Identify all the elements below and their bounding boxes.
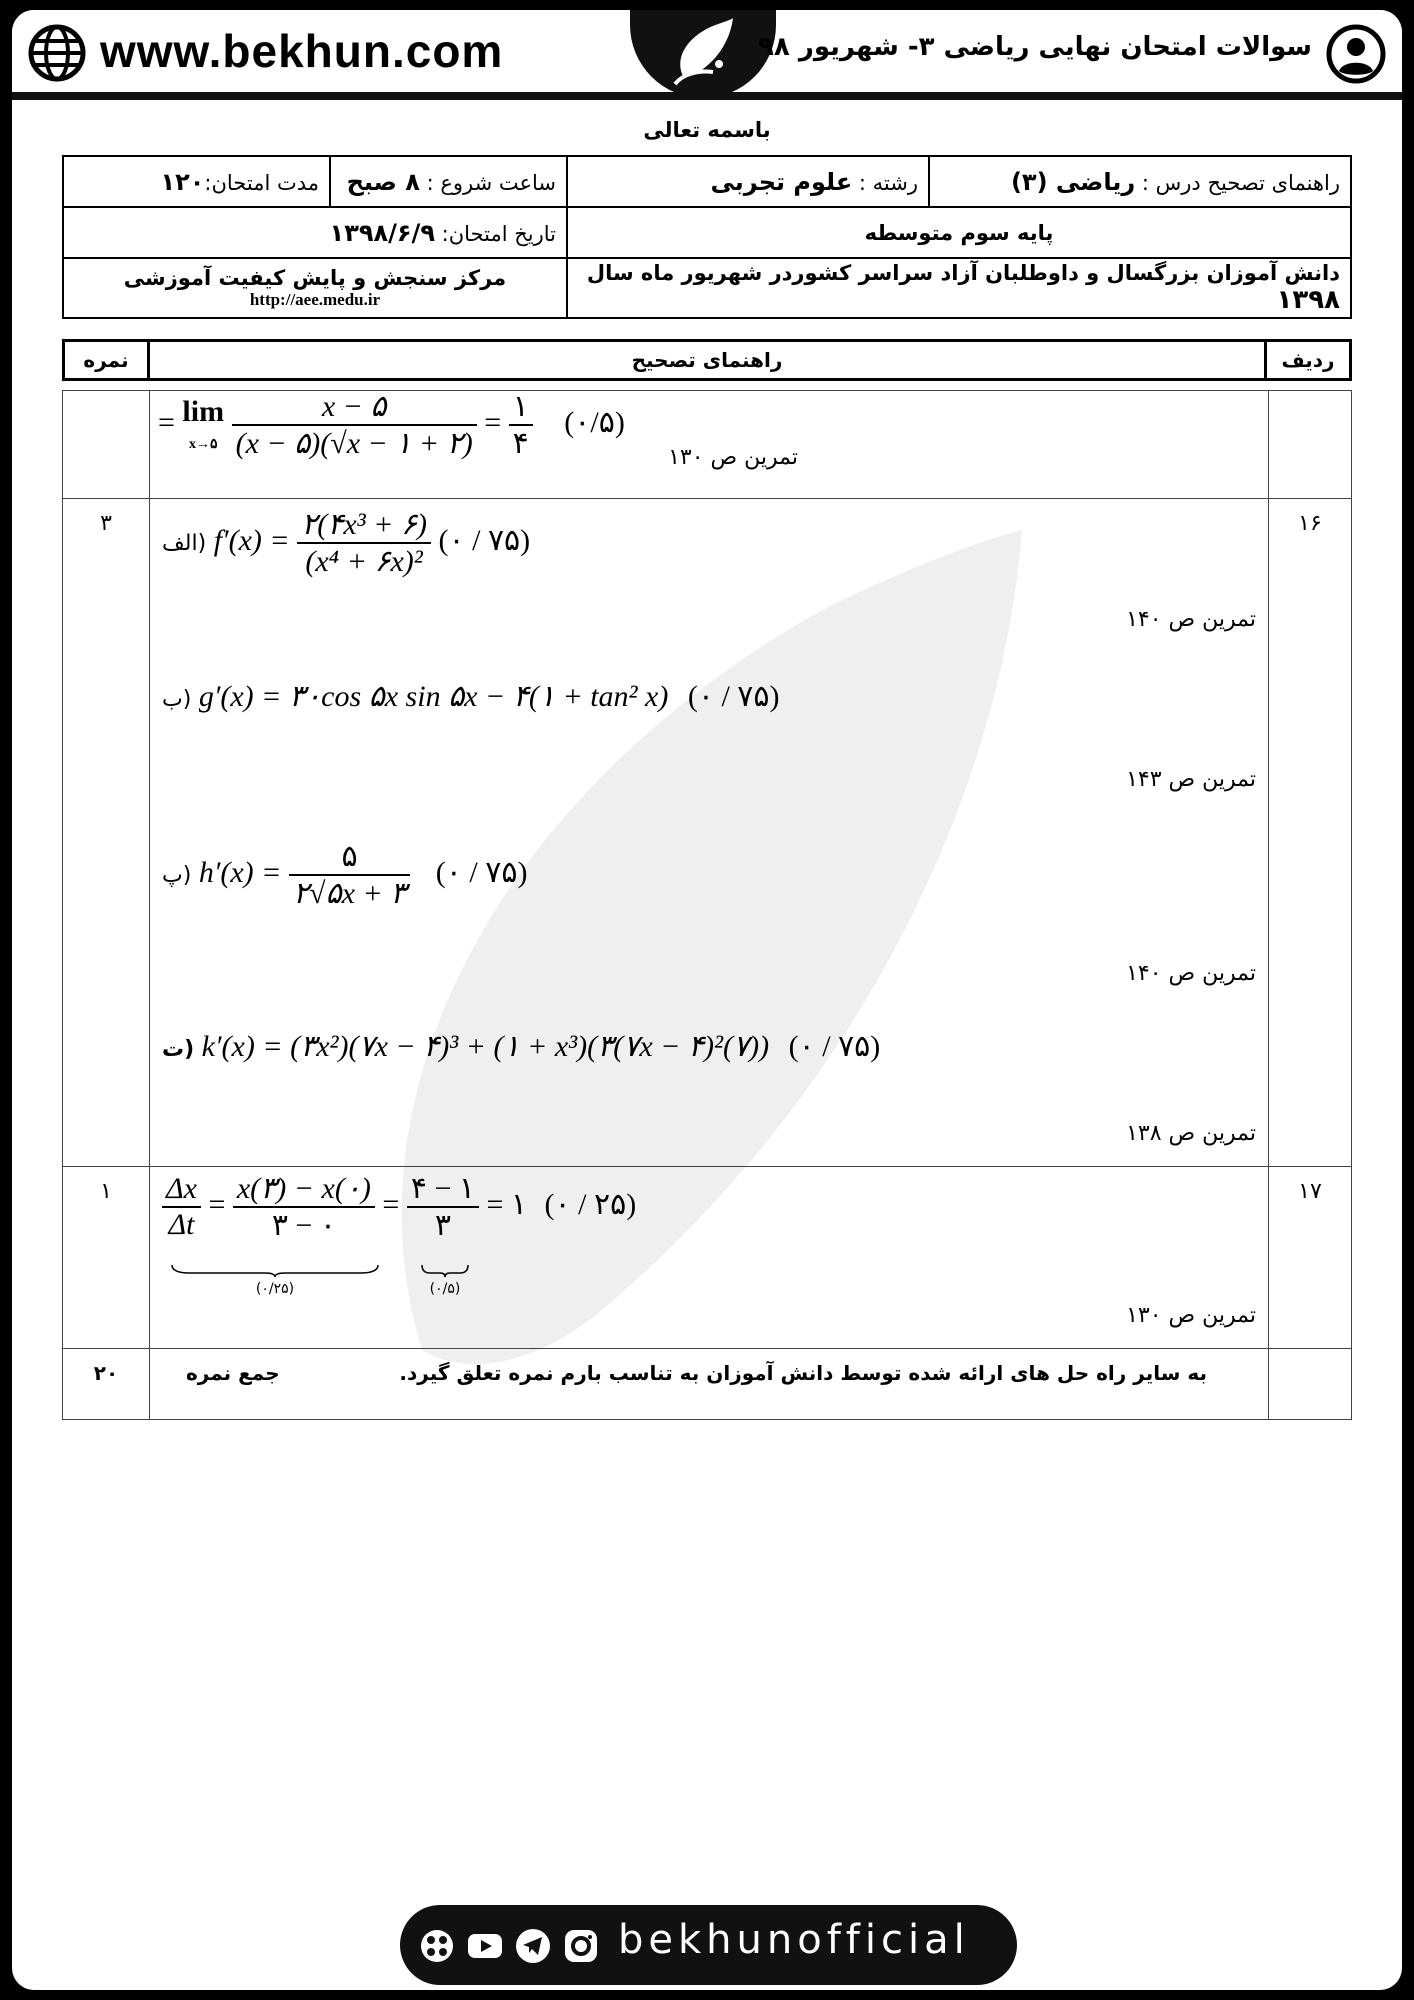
part-c-expression: پ) h′(x) = $\frac{۵}{۲√۵x + ۳}$ (۰ / ۷۵) [162,840,528,910]
velocity-expression: $\frac{\Delta x}{\Delta t}$ = $\frac{x(۳) - x(۰)}{۳ - ۰}$ = $\frac{۴ - ۱}{۳}$ = ۱ (۰ / ۲۵) [162,1171,636,1243]
students-cell: دانش آموزان بزرگسال و داوطلبان آزاد سراسر کشوردر شهریور ماه سال ۱۳۹۸ [567,258,1351,318]
col-row: ردیف [1266,341,1351,380]
answer-cell [150,1167,1269,1349]
duration-cell: مدت امتحان:۱۲۰ [63,156,330,207]
empty-cell [1269,1349,1352,1420]
answer-cell [150,499,1269,1167]
course-cell: راهنمای تصحیح درس : ریاضی (۳) [929,156,1351,207]
social-bar [400,1905,1017,1985]
total-row [63,1349,1352,1420]
telegram-icon[interactable] [514,1927,552,1965]
total-label: جمع نمره [186,1361,280,1385]
brace-mark-1: (۰/۲۵) [170,1263,380,1297]
exercise-ref: تمرین ص ۱۴۳ [1126,767,1256,792]
major-cell: رشته : علوم تجربی [567,156,929,207]
part-b-expression: ب) g′(x) = ۳۰cos ۵x sin ۵x − ۴(۱ + tan² x) (۰ / ۷۵) [162,680,780,713]
exam-title: سوالات امتحان نهایی ریاضی ۳- شهریور ۹۸ [758,32,1312,62]
brace-icon [420,1263,470,1277]
row-number: ۱۶ [1269,499,1352,1167]
col-guide: راهنمای تصحیح [149,341,1266,380]
part-a-expression: الف) f′(x) = $\frac{\text{۲(۴x³ + ۶)}}{\text{(x⁴ + ۶x)²}}$ (۰ / ۷۵) [162,508,531,578]
row-score [63,391,150,499]
answer-cell [150,391,1269,499]
column-headers [62,339,1352,381]
grading-note: به سایر راه حل های ارائه شده توسط دانش آموزان به تناسب بارم نمره تعلق گیرد. [399,1361,1207,1385]
instagram-icon[interactable] [562,1927,600,1965]
center-url[interactable]: http://aee.medu.ir [249,290,381,309]
total-score: ۲۰ [63,1349,150,1420]
note-cell [150,1349,1269,1420]
exam-page [12,10,1402,1990]
youtube-icon[interactable] [466,1927,504,1965]
row-number: ۱۷ [1269,1167,1352,1349]
exercise-ref: تمرین ص ۱۳۸ [1126,1121,1256,1146]
exercise-ref: تمرین ص ۱۴۰ [1126,961,1256,986]
row-number [1269,391,1352,499]
brace-mark-2: (۰/۵) [420,1263,470,1297]
aparat-icon[interactable] [418,1927,456,1965]
center-cell: مرکز سنجش و پایش کیفیت آموزشی http://aee.medu.ir [63,258,567,318]
exercise-ref: تمرین ص ۱۳۰ [1126,1303,1256,1328]
table-row [63,391,1352,499]
date-cell: تاریخ امتحان: ۱۳۹۸/۶/۹ [63,207,567,258]
table-row [63,1167,1352,1349]
limit-expression: = lim x→۵ $\frac{x - ۵}{(x - ۵)(√x - ۱ + ۲)}$ = $\frac{۱}{۴}$ (۰/۵) [158,390,625,460]
start-time-cell: ساعت شروع : ۸ صبح [330,156,567,207]
table-row [63,499,1352,1167]
exam-info-table [62,155,1352,319]
brace-icon [170,1263,380,1277]
social-handle[interactable]: bekhunofficial [618,1917,970,1963]
row-score: ۱ [63,1167,150,1349]
answers-table [62,390,1352,1420]
site-url[interactable]: www.bekhun.com [100,25,504,77]
exercise-ref: تمرین ص ۱۴۰ [1126,607,1256,632]
row-score: ۳ [63,499,150,1167]
exercise-ref: تمرین ص ۱۳۰ [668,445,798,470]
col-score: نمره [64,341,149,380]
bismillah: باسمه تعالی [643,118,771,142]
grade-cell: پایه سوم متوسطه [567,207,1351,258]
part-d-expression: ت) k′(x) = (۳x²)(۷x − ۴)³ + (۱ + x³)(۳(۷x − ۴)²(۷)) (۰ / ۷۵) [162,1030,881,1063]
